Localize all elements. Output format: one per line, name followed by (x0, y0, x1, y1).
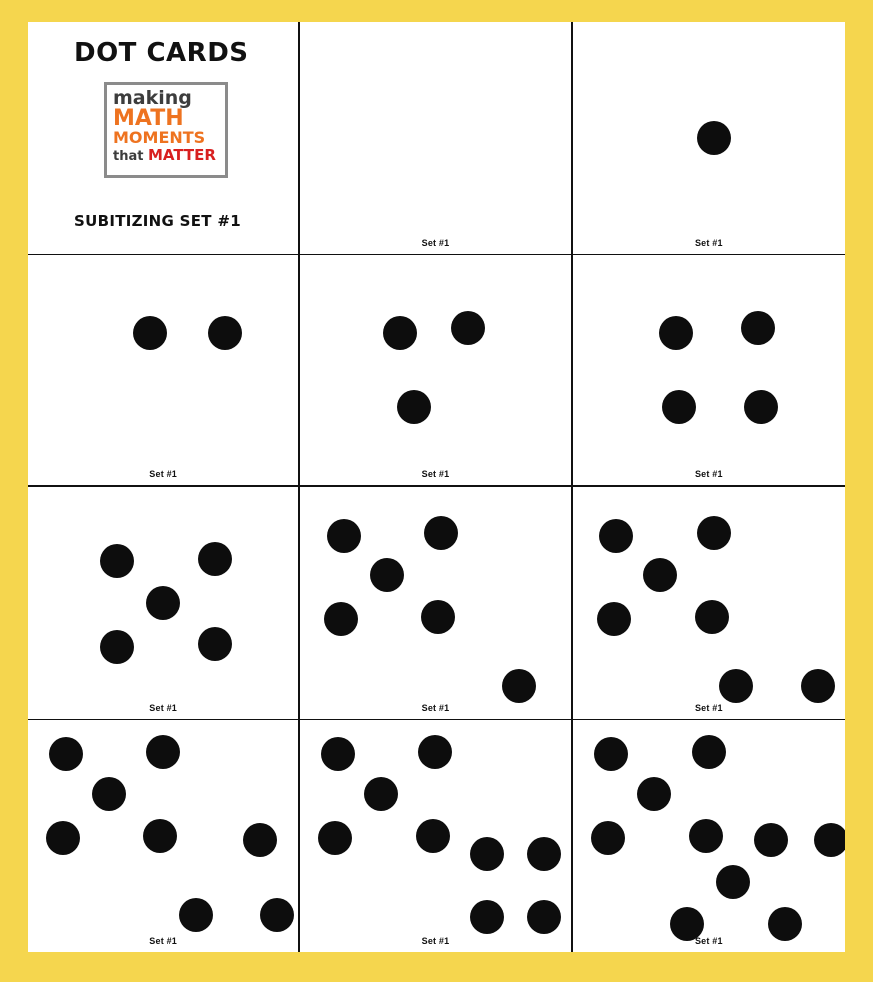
logo-line-that-matter (113, 147, 219, 165)
brand-logo (104, 82, 228, 178)
dot (198, 627, 232, 661)
title-card (28, 22, 300, 255)
dot (146, 586, 180, 620)
dot-card (573, 487, 845, 720)
dot-card (300, 255, 572, 488)
dot (470, 900, 504, 934)
dot (92, 777, 126, 811)
dot (502, 669, 536, 703)
dot (662, 390, 696, 424)
dot-card (573, 720, 845, 953)
card-set-label: Set #1 (694, 469, 723, 479)
dot (814, 823, 845, 857)
dot (527, 837, 561, 871)
card-set-label: Set #1 (421, 469, 450, 479)
dot (695, 600, 729, 634)
card-set-label: Set #1 (694, 702, 723, 713)
dot (100, 630, 134, 664)
page-subtitle: SUBITIZING SET #1 (74, 212, 241, 230)
dot (198, 542, 232, 576)
dot (146, 735, 180, 769)
dot (397, 390, 431, 424)
dot (659, 316, 693, 350)
dot (697, 121, 731, 155)
dot (637, 777, 671, 811)
logo-word-matter: MATTER (147, 146, 216, 164)
dot (260, 898, 294, 932)
dot (208, 316, 242, 350)
dot (716, 865, 750, 899)
dot-card (28, 255, 300, 488)
card-set-label: Set #1 (421, 936, 450, 946)
logo-line-making: making (113, 87, 192, 109)
dot (421, 600, 455, 634)
dot (49, 737, 83, 771)
dot-card (300, 22, 572, 255)
card-set-label: Set #1 (421, 237, 450, 248)
card-set-label: Set #1 (149, 702, 178, 713)
dot (418, 735, 452, 769)
dot (451, 311, 485, 345)
dot (243, 823, 277, 857)
dot (318, 821, 352, 855)
dot-card (300, 487, 572, 720)
card-set-label: Set #1 (694, 237, 723, 248)
dot-card (28, 720, 300, 953)
dot-card (28, 487, 300, 720)
dot (133, 316, 167, 350)
dot (370, 558, 404, 592)
dot (643, 558, 677, 592)
dot (143, 819, 177, 853)
logo-line-moments: MOMENTS (113, 128, 206, 147)
card-set-label: Set #1 (149, 936, 178, 946)
dot (594, 737, 628, 771)
dot (591, 821, 625, 855)
dot (527, 900, 561, 934)
dot (697, 516, 731, 550)
dot-cards-grid (28, 22, 845, 952)
dot (692, 735, 726, 769)
dot-card (573, 255, 845, 488)
dot (179, 898, 213, 932)
dot (744, 390, 778, 424)
dot (470, 837, 504, 871)
dot (100, 544, 134, 578)
dot (364, 777, 398, 811)
card-set-label: Set #1 (421, 702, 450, 713)
logo-line-math: MATH (113, 106, 184, 131)
logo-word-that: that (113, 149, 148, 164)
dot (327, 519, 361, 553)
dot (416, 819, 450, 853)
dot (383, 316, 417, 350)
dot-card (300, 720, 572, 953)
dot (801, 669, 835, 703)
dot (689, 819, 723, 853)
dot (754, 823, 788, 857)
dot (46, 821, 80, 855)
dot (324, 602, 358, 636)
dot (424, 516, 458, 550)
page-title: DOT CARDS (74, 38, 249, 68)
card-set-label: Set #1 (149, 469, 178, 479)
dot (321, 737, 355, 771)
dot (719, 669, 753, 703)
card-set-label: Set #1 (694, 936, 723, 946)
dot (741, 311, 775, 345)
worksheet-page (28, 22, 845, 952)
dot (599, 519, 633, 553)
dot-card (573, 22, 845, 255)
dot (597, 602, 631, 636)
